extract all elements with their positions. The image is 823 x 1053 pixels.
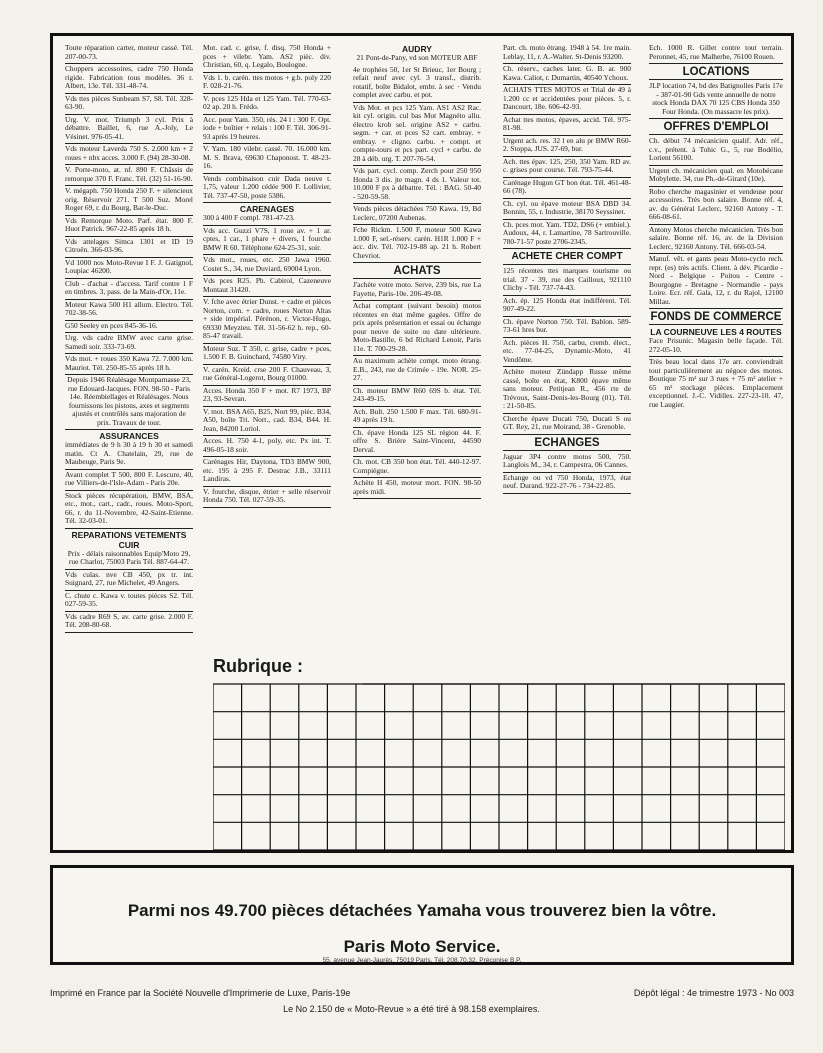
classified-ad: Ch. cyl. ou épave moteur BSA DBD 34. Bonnin, 55, r. Industrie, 38170 Seyssinet. (503, 200, 631, 220)
classified-ad: Vds mot., roues, etc. 250 Jawa 1960. Costet S., 34, rue Duviard, 69004 Lyon. (203, 256, 331, 276)
classified-ad: Vds moteur Laverda 750 S. 2.000 km + 2 roues + nbx acces. 3.000 F. (94) 28-30-08. (65, 145, 193, 165)
locations-header: LOCATIONS (649, 65, 783, 80)
classified-ad: Vds cadre R69 S, av. carte grise. 2.000 F. Tél. 208-80-68. (65, 613, 193, 633)
classified-ad: V. Yam. 180 vilebr. cassé. 70. 16.000 km. M. S. Brava, 69630 Chaponost. T. 48-23-16. (203, 145, 331, 174)
yamaha-parts-advertisement (50, 865, 794, 965)
classified-ad: Ch. pces mot. Yam. TD2, DS6 (+ embiel.). Audoux, 44, r. Lamartine, 78 Sartrouville. 780-71-57 poste 2706-2345. (503, 221, 631, 250)
achats-header: ACHATS (353, 264, 481, 279)
print-run-line: Le No 2.150 de « Moto-Revue » a été tiré à 98.158 exemplaires. (283, 1004, 540, 1014)
classified-ad: Ch. moteur BMW R60 69S b. état. Tél. 243-49-15. (353, 387, 481, 407)
echanges-header: ECHANGES (503, 436, 631, 451)
classified-ad: Vds 1. b. carén. ttes motos + g.b. poly 220 F. 028-21-76. (203, 74, 331, 94)
classified-ad: G50 Seeley en pces 845-36-16. (65, 322, 193, 334)
classified-ad: V. fourche, disque, étrier + selle réservoir Honda 750. Tél. 027-59-35. (203, 488, 331, 508)
classified-ad: Au maximum achète compt. moto étrang. E.B., 243, rue de Crimée - 19e. NOR. 25-27. (353, 357, 481, 386)
audry-subheader: 21 Pont-de-Pany, vd son MOTEUR ABF (356, 53, 478, 62)
audry-header: AUDRY (402, 44, 432, 54)
classified-ad: V. mégaph. 750 Honda 250 F. + silencieux orig. Réservoir 271. T 500 Suz. Morel Roger 69, r. du Bourg, Bar-le-Duc. (65, 187, 193, 216)
classified-ad: V. mot. BSA A65, B25, Nort 99, pièc. B34, A50, boîte Tri. Nort., cad. B34, B44. H. Jean, 84200 Loriol. (203, 408, 331, 437)
classified-ad: Echange ou vd 750 Honda, 1973, état neuf. Durand. 922-27-76 - 734-22-85. (503, 474, 631, 494)
classified-ad: V. fche avec étrier Dunst. + cadre et pièces Norton, com. + cadre, roues Norton Altas + side impérial. Pérénon, r. Victor-Hugo, 69330 Meyzieu. Tél. 31-56-62 h. rep., 60-85-47 travail. (203, 298, 331, 344)
achete-cher-header: ACHETE CHER COMPT (503, 250, 631, 265)
classified-ad: Vds mot. + roues 350 Kawa 72. 7.000 km. Mauriot. Tél. 250-85-55 après 18 h. (65, 355, 193, 375)
ad-address: 55, avenue Jean-Jaurès. 75019 Paris. Tél. 208.70.32. Préconise B.P. (322, 957, 522, 964)
classified-ad: Prix - délais raisonnables Equip'Moto 29, rue Charlot, 75003 Paris Tél. 887-64-47. (65, 550, 193, 570)
classified-ad: Cherche épave Ducati 750, Ducati S ou GT. Rey, 21, rue Moirand, 38 - Grenoble. (503, 415, 631, 435)
fonds-commerce-header: FONDS DE COMMERCE (650, 311, 782, 323)
classified-ad: Ech. 1000 R. Gillet contre tout terrain. Peronnet, 45, rue Malherbe, 76100 Rouen. (649, 44, 783, 64)
classified-ad: Jaguar 3P4 contre motos 500, 750. Langlois M., 34, r. Campestra, 06 Cannes. (503, 453, 631, 473)
classified-ad: Achat ttes motos, épaves, accid. Tél. 975-81-98. (503, 116, 631, 136)
classified-ad: V. Porte-moto, at. nf. 890 F. Châssis de remorque 370 F. Franc. Tél. (32) 51-16-90. (65, 166, 193, 186)
classifieds-frame (50, 33, 794, 853)
classified-ad: Vds acc. Guzzi V7S, 1 roue av. + 1 ar. cptes, 1 car., 1 phare + divers, 1 fourche BMW R 60. Téléphone 624-25-31, soir. (203, 227, 331, 256)
classified-ad: Carénage Hugon GT bon état. Tél. 461-48-66 (78). (503, 179, 631, 199)
classified-ad: Moteur Kawa 500 H1 allum. Electro. Tél. 702-38-56. (65, 301, 193, 321)
classified-ad: Ach. ttes épav. 125, 250, 350 Yam. RD av. c. grises pour course. Tél. 793-75-44. (503, 158, 631, 178)
classified-ad: Vds attelages Simca 1301 et ID 19 Citroën. 366-03-96. (65, 238, 193, 258)
classified-ad: Part. ch. moto étrang. 1948 à 54. 1re main. Leblay, 11, r. A.-Walter. St-Denis 93200. (503, 44, 631, 64)
classified-ad: Ch. début 74 mécanicien qualif. Adr. réf., c.v., prétent. à Tohic G., 5, rue Bodélio, Lorient 56100. (649, 137, 783, 166)
classified-ad: Robo cherche magasinier et vendeuse pour accessoires. Très bon salaire. Bonne réf. 4, av. du Général Leclerc, 92160 Antony - T. 666-08-61. (649, 188, 783, 225)
classified-ad: Vds pces R25. Ph. Cabirol, Cazeneuve Montaut 31420. (203, 277, 331, 297)
classified-ad: Carénages Hir, Daytona, TD3 BMW 900, etc. 195 à 295 F. Destrac J.B., 33111 Landiras. (203, 458, 331, 487)
classified-ad: Avant complet T 500, 800 F. Lescure, 40, rue Villiers-de-l'Isle-Adam - Paris 20e. (65, 471, 193, 491)
rubrique-entry-grid[interactable] (213, 658, 785, 850)
classified-ad: Ach. Bult. 250 1.500 F max. Tél. 680-91-49 après 19 h. (353, 408, 481, 428)
ad-headline: Parmi nos 49.700 pièces détachées Yamaha vous trouverez bien la vôtre. (127, 901, 717, 920)
column-2 (203, 44, 331, 509)
classified-ad: ACHATS TTES MOTOS et Trial de 49 à 1.200 cc et accidentées pour pièces. 5, r. Dancourt, 18e. 606-42-93. (503, 86, 631, 115)
classified-ad: Ch. réserv., caches later. G. B. ar. 900 Kawa. Caliot, r. Dumartin, 40540 Ychoux. (503, 65, 631, 85)
classified-ad: Urg. V. mot. Triumph 3 cyl. Prix à débattre. Baillet, 6, rue A.-Joly, Le Vésinet. 976-05-41. (65, 116, 193, 145)
classified-ad: JLP location 74, bd des Batignolles Paris 17e - 387-01-90 Gds vente annuelle de notre stock Honda DAX 70 125 CBS Honda 350 Four Honda. (On massacre les prix). (649, 82, 783, 119)
offres-emploi-header: OFFRES D'EMPLOI (649, 120, 783, 135)
classified-ad: Achète H 450, moteur mort. FON. 98-50 après midi. (353, 479, 481, 499)
classified-ad: Vds culas. nve CB 450, px tr. int. Suignard, 27, rue Michelet, 49 Angers. (65, 571, 193, 591)
legal-deposit: Dépôt légal : 4e trimestre 1973 - No 003 (633, 988, 794, 998)
rubrique-label: Rubrique : (213, 656, 303, 676)
classified-ad: Ch. épave Honda 125 SL région 44. F. offre S. Brière Saint-Vincent, 44590 Derval. (353, 429, 481, 458)
classified-ad: 300 à 400 F compl. 781-47-23. (203, 214, 331, 226)
classified-ad: Acces. Honda 350 F + mot. R7 1973, BP 23, 93-Sevran. (203, 387, 331, 407)
classified-ad: Toute réparation carter, moteur cassé. Tél. 207-00-73. (65, 44, 193, 64)
classified-ad: Club - d'achat - d'access. Tarif contre 1 F en timbres. 3, pass. de la Main-d'Or, 11e. (65, 280, 193, 300)
classified-ad: Ach. pièces H. 750, carbu, cremb. élect., etc. 77-04-25, Dynamic-Moto, 41 Vendôme. (503, 339, 631, 368)
classified-ad: Ch. mot. CB 350 bon état. Tél. 440-12-97. Compiègne. (353, 458, 481, 478)
classified-ad: 125 récentes ttes marques tourisme ou trial. 37 - 39, rue des Cailloux, 921110 Clichy - Tél. 737-74-43. (503, 267, 631, 296)
classified-ad: Mot. cad. c. grise, f. disq. 750 Honda + pces + vilebr. Yam. AS2 pièc. div. Christian, 60, q. Legalo, Boulogne. (203, 44, 331, 73)
column-3 (353, 44, 481, 500)
montparnasse-ad: Depuis 1946 Réalésage Montparnasse 23, rue Edouard-Jacques. FON. 98-50 - Paris 14e. Réembiellages et Réalésages. Nous fournissons les pistons, axes et segments ajustés et contrôlés sans majoration de prix. Travaux de tour. (65, 376, 193, 430)
classified-ad: Face Prisunic. Magasin belle façade. Tél. 272-05-10. (649, 337, 783, 357)
classified-ad: Manuf. vêt. et gants peau Moto-cyclo rech. repr. (es) très actifs. Client. à dév. Picardie - Nord - Belgique - Poitou - Centre - Bourgogne - Bretagne - Normandie - pays Loire. Ecr. réf. Gala, 12, r. du Rajol, 12100 Millau. (649, 255, 783, 309)
ad-business-name: Paris Moto Service. (343, 937, 501, 956)
classified-ad: J'achète votre moto. Serve, 239 bis, rue La Fayette, Paris-10e. 206-49-08. (353, 281, 481, 301)
classified-ad: Fche Rickm. 1.500 F, moteur 500 Kawa 1.000 F, sel.-réserv. carén. H1R 1.000 F + acc. div. Tél. 702-19-88 ap. 21 h. Robert Chevriot. (353, 226, 481, 263)
classified-ad: 4e trophées 50, 1er St Brieuc, 1er Bourg ; refait neuf avec cyl. 3 transf., distrib. rotatif, boîte Bidalot, embr. à sec · Vendu complet avec carbu. et pot. (353, 66, 481, 103)
classified-ad: Ch. épave Norton 750. Tél. Bablon. 589-73-61 hres bur. (503, 318, 631, 338)
classified-ad: Achat comptant (suivant besoin) motos récentes en état même gagées. Offre de prix après présentation et essai ou échange pour neuve de suite ou date ultérieure. Moto-Bastille, 6 bd Richard Lenoir, Paris 11e. T. 700-29-28. (353, 302, 481, 356)
reparations-header: REPARATIONS VETEMENTS CUIR (71, 529, 187, 550)
imprint-line (50, 988, 794, 998)
printer-credit: Imprimé en France par la Société Nouvelle d'Imprimerie de Luxe, Paris-19e (50, 988, 351, 998)
classified-ad: Urgent ach. res. 32 l en alu pr BMW R60-2. Stoppa, JUS. 27-69, bur. (503, 137, 631, 157)
assurances-header: ASSURANCES (99, 431, 159, 441)
column-5 (649, 44, 783, 412)
classified-ad: Acc. pour Yam. 350, rés. 24 l : 300 F. Opt. iode + boîtier + relais : 100 F. Tél. 306-91-93 après 19 heures. (203, 116, 331, 145)
classified-ad: Vends combinaison cuir Dada neuve t. 1,75, valeur 1.200 cédée 900 F. Lollivier, Tél. 737-47-50, poste 5386. (203, 175, 331, 204)
classified-ad: V. pces 125 Hda et 125 Yam. Tél. 770-63-02 ap. 20 h. Frédo. (203, 95, 331, 115)
classified-ad: Moteur Suz. T 350, c. grise, cadre + pces, 1.500 F. B. Guinchard, 74580 Viry. (203, 345, 331, 365)
classified-ad: Stock pièces récupération, BMW, BSA, etc., mot., cart., cadr., roues. Moto-Sport, 66, r. du 11-Novembre, 42-Saint-Etienne. Tél. 32-03-01. (65, 492, 193, 529)
column-1 (65, 44, 193, 634)
classified-ad: Antony Motos cherche mécanicien. Très bon salaire. Bonne réf. 16, av. de la Division Leclerc, 92160 Antony. Tél. 666-03-54. (649, 226, 783, 255)
fonds-subheader: LA COURNEUVE LES 4 ROUTES (650, 327, 782, 337)
classified-ad: Vd 1000 nos Moto-Revue I F. J. Gatignol, Loupiac 46200. (65, 259, 193, 279)
classified-ad: Urgent ch. mécanicien qual. en Motobécane Mobylette. 34, rue Ph.-de-Girard (10e). (649, 167, 783, 187)
classified-ad: Ach. ép. 125 Honda état indifférent. Tél. 907-49-22. (503, 297, 631, 317)
classified-ad: C. chute c. Kawa v. toutes pièces S2. Tél. 027-59-35. (65, 592, 193, 612)
classified-ad: Urg. vds cadre BMW avec carte grise. Samedi soir. 333-73-69. (65, 334, 193, 354)
classified-ad: Très beau local dans 17e arr. conviendrait tout particulièrement au négoce des motos. Boutique 75 m² sur 3 rues + 75 m² atelier + 65 m² stockage pièces. Emplacement exceptionnel. J.-C. Vidilles. 227-23-10. 47, rue Laugier. (649, 357, 783, 409)
carenages-header: CARENAGES (239, 204, 295, 214)
classified-ad: Choppers accessoires, cadre 750 Honda rigide. Fabrication tous modèles. 36 r. Albert, 13e. Tél. 331-48-74. (65, 65, 193, 94)
classified-ad: immédiates de 9 h 30 à 19 h 30 et samedi matin. Ct A. Chatelain, 29, rue de Maubeuge, Paris 9e. (65, 441, 193, 470)
classified-ad: Vds Mot. et pcs 125 Yam. AS1 AS2 Rac. kit cyl. origin. cul bas Mot Magnéto allu. électro krob sel. origine AS2 + carbu. segm. + car. et pces S2 cart. embray. + embray. + cligno. carbu. + compt. et compte-tours et pcs part. cycl + carbu. de 28 à déb. urg. T. 207-76-54. (353, 104, 481, 167)
classified-ad: Vds ttes pièces Sunbeam S7, S8. Tél. 328-63-90. (65, 95, 193, 115)
classified-ad: Vends pièces détachées 750 Kawa. 19, Bd Leclerc, 07200 Aubenas. (353, 205, 481, 225)
classified-ad: Acces. H. 750 4-1, poly, etc. Px int. T. 496-05-18 soir. (203, 437, 331, 457)
classified-ad: Vds Remorque Moto. Parf. état. 800 F. Huot Patrick. 967-22-85 après 18 h. (65, 217, 193, 237)
classified-ad: Vds part. cycl. comp. Zerch pour 250 950 Honda 3 dis. jte magn. 4 ds 1. Valeur tot. 10.000 F px à débattre. Tél. : BAG. 50-40 - 520-59-58. (353, 167, 481, 204)
column-4 (503, 44, 631, 495)
classified-ad: Achète moteur Zündapp Russe même cassé, boîte en état, K800 épave même sans moteur. Petitjean R., 456 rte de Trévoux, Saint-Denis-les-Bourg (01). Tél. : 21-50-85. (503, 368, 631, 414)
classified-ad: V. carén. Kreid. crse 200 F. Chauveau, 3, rue Général-Logerot, Bourg 01000. (203, 366, 331, 386)
